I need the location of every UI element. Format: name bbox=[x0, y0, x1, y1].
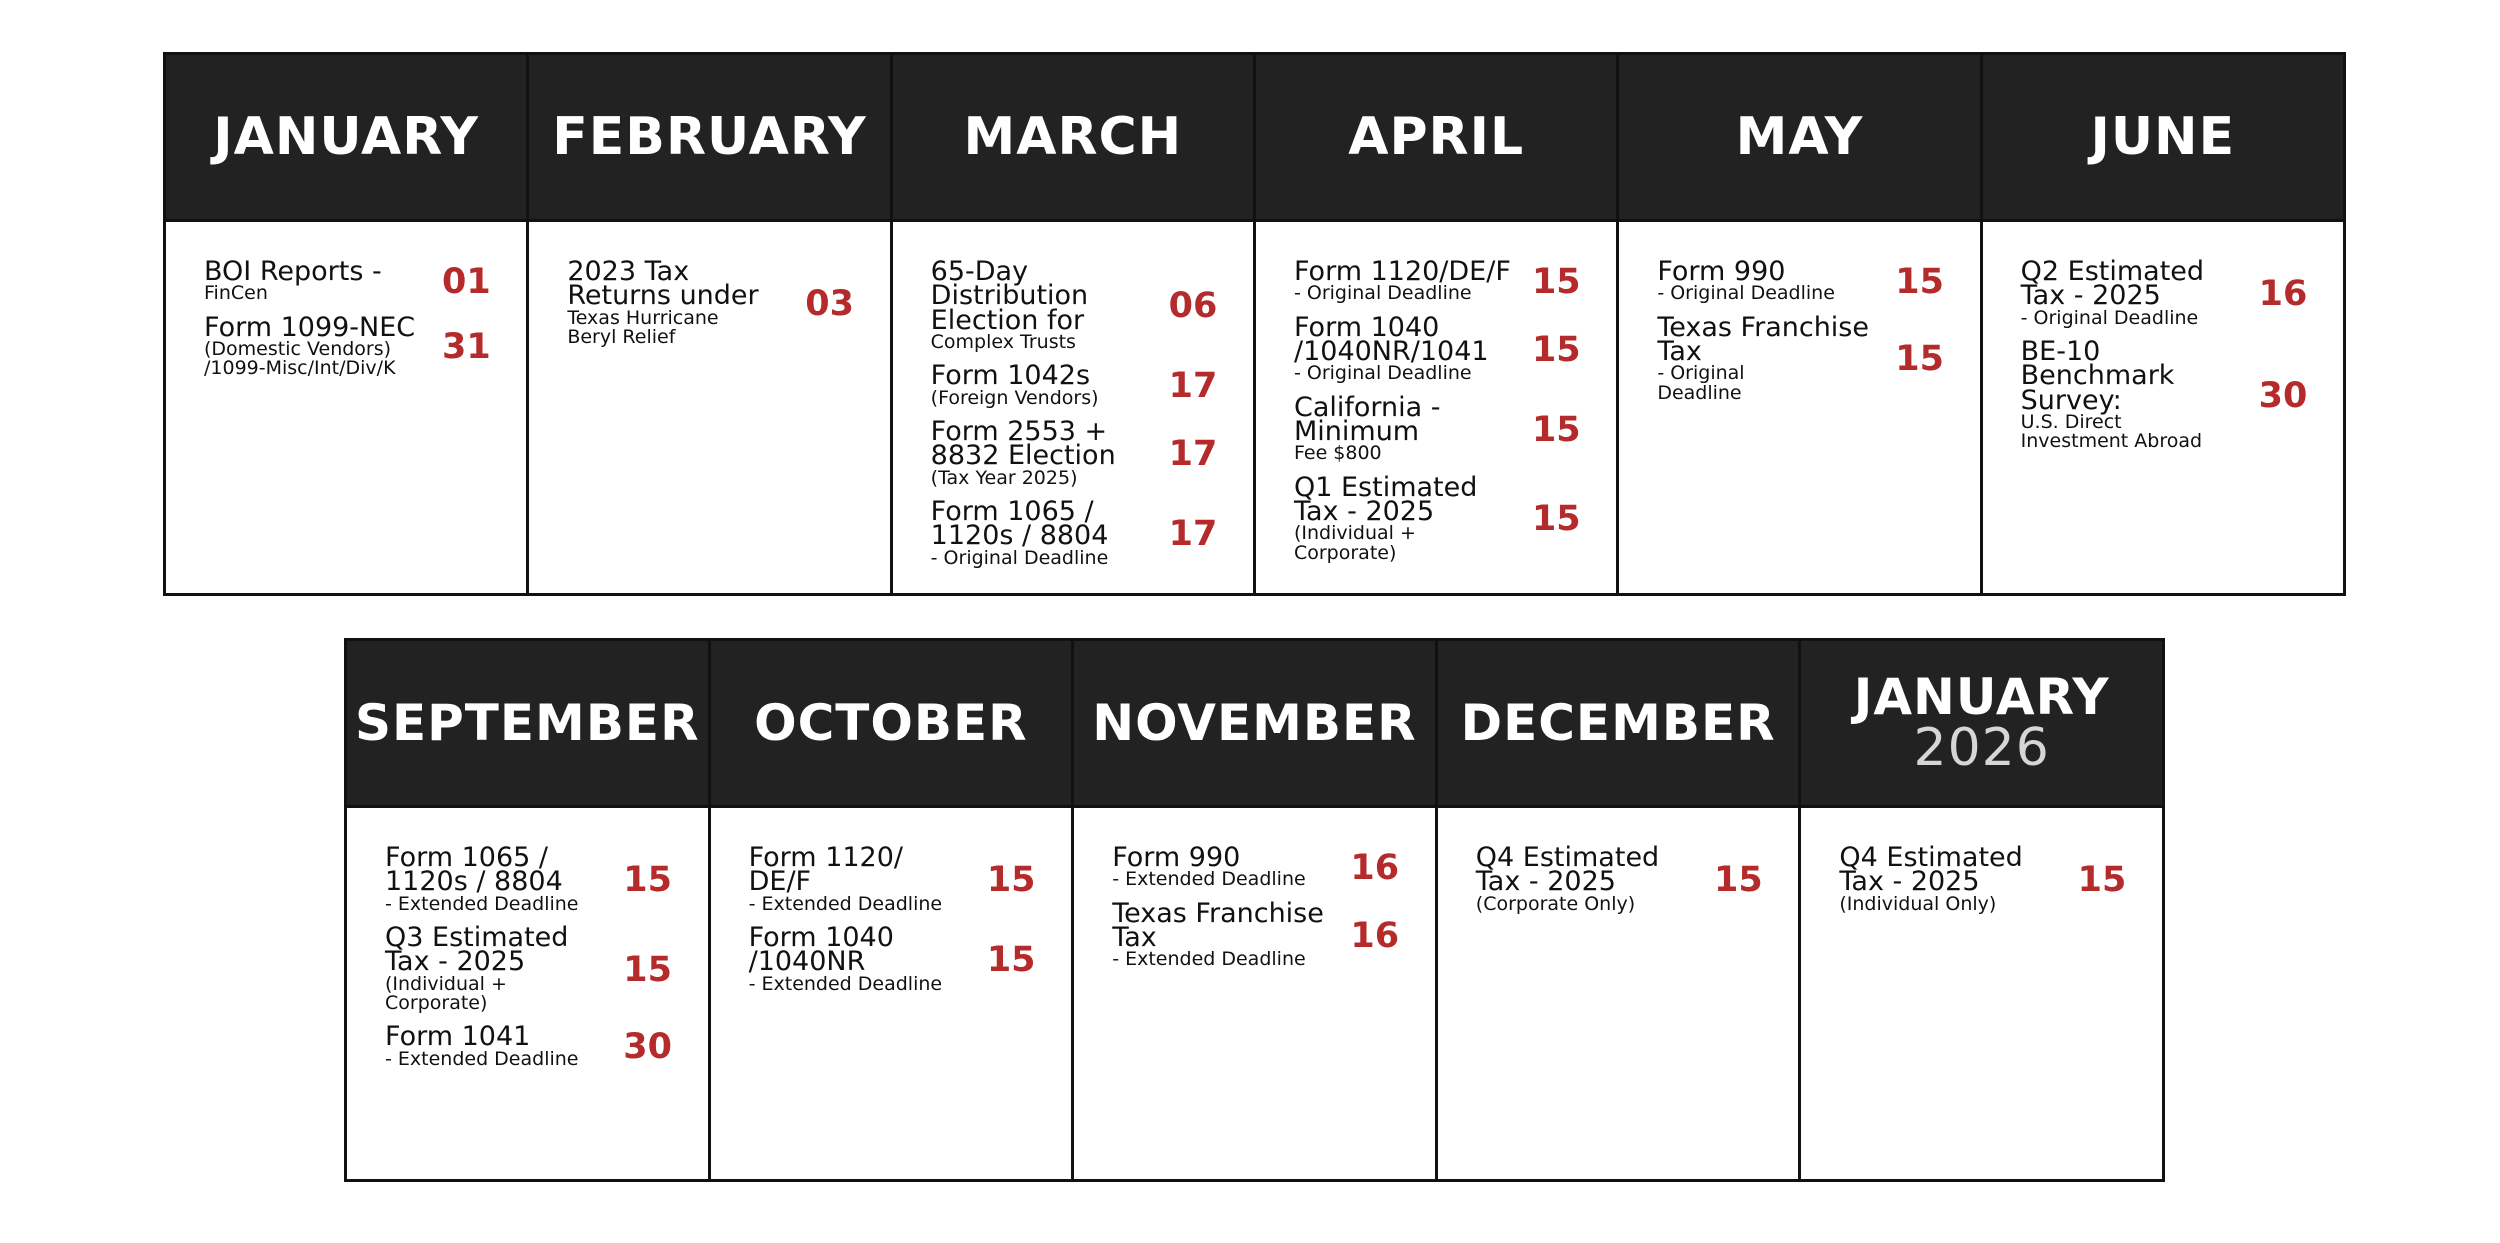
month-column bbox=[1983, 55, 2343, 593]
deadline-list bbox=[166, 222, 526, 593]
deadline-title: Texas Franchise Tax bbox=[1112, 897, 1324, 953]
month-header bbox=[1801, 641, 2162, 808]
deadline-item bbox=[2020, 335, 2309, 453]
deadline-day: 16 bbox=[2258, 273, 2308, 314]
deadline-text bbox=[567, 256, 759, 348]
deadline-subtitle: - Original Deadline bbox=[1657, 282, 1835, 305]
deadline-item bbox=[204, 311, 492, 380]
month-header bbox=[1619, 55, 1979, 222]
deadline-item bbox=[1293, 256, 1582, 305]
deadline-text bbox=[1112, 897, 1324, 971]
deadline-item bbox=[1293, 391, 1582, 465]
month-column bbox=[166, 55, 529, 593]
deadline-item bbox=[2020, 256, 2309, 329]
deadline-item bbox=[1475, 842, 1765, 915]
calendar-row-1 bbox=[163, 52, 2346, 596]
deadline-day: 01 bbox=[441, 261, 491, 302]
deadline-title: 2023 Tax Returns under bbox=[567, 256, 759, 312]
deadline-day: 31 bbox=[441, 327, 491, 368]
deadline-day: 15 bbox=[1531, 409, 1581, 450]
deadline-list bbox=[1983, 222, 2343, 593]
deadline-subtitle: (Tax Year 2025) bbox=[930, 466, 1078, 489]
deadline-item bbox=[1293, 471, 1582, 564]
deadline-text bbox=[385, 842, 579, 915]
deadline-text bbox=[930, 256, 1089, 353]
deadline-list bbox=[1256, 222, 1616, 593]
deadline-list bbox=[529, 222, 889, 593]
deadline-title: Form 990 bbox=[1112, 842, 1241, 873]
deadline-text bbox=[2020, 256, 2205, 329]
deadline-text bbox=[930, 360, 1099, 409]
deadline-title: Form 1041 bbox=[385, 1021, 531, 1053]
month-name: SEPTEMBER bbox=[354, 694, 700, 752]
deadline-text bbox=[1293, 391, 1441, 465]
deadline-title: Q3 Estimated Tax - 2025 bbox=[385, 921, 569, 978]
deadline-list bbox=[347, 808, 708, 1179]
deadline-item bbox=[1112, 897, 1401, 971]
deadline-subtitle: - Original Deadline bbox=[1293, 362, 1472, 385]
month-column bbox=[1256, 55, 1619, 593]
month-column bbox=[1438, 641, 1802, 1179]
deadline-day: 15 bbox=[623, 949, 672, 990]
deadline-item bbox=[1657, 256, 1945, 305]
month-column bbox=[711, 641, 1075, 1179]
deadline-item bbox=[385, 921, 674, 1014]
deadline-list bbox=[1801, 808, 2162, 1179]
deadline-day: 16 bbox=[1350, 847, 1400, 888]
deadline-text bbox=[204, 311, 416, 380]
month-name: JANUARY bbox=[1853, 668, 2110, 726]
deadline-day: 17 bbox=[1168, 513, 1218, 554]
deadline-subtitle: - Extended Deadline bbox=[748, 892, 943, 915]
month-header bbox=[529, 55, 889, 222]
deadline-subtitle: - Extended Deadline bbox=[748, 972, 943, 995]
deadline-day: 15 bbox=[1531, 499, 1581, 540]
month-header bbox=[1256, 55, 1616, 222]
deadline-text bbox=[385, 921, 569, 1014]
deadline-list bbox=[893, 222, 1253, 593]
deadline-text bbox=[1293, 311, 1489, 385]
month-name: FEBRUARY bbox=[552, 107, 867, 167]
deadline-day: 15 bbox=[1714, 859, 1763, 900]
deadline-title: Form 1120/DE/F bbox=[1293, 256, 1511, 287]
deadline-subtitle: (Foreign Vendors) bbox=[930, 386, 1099, 409]
month-name: MARCH bbox=[963, 107, 1183, 167]
month-column bbox=[1619, 55, 1982, 593]
deadline-text bbox=[1657, 311, 1869, 404]
deadline-item bbox=[1657, 311, 1945, 404]
deadline-item bbox=[204, 256, 492, 305]
deadline-title: 65-Day Distribution Election for bbox=[930, 256, 1089, 336]
deadline-text bbox=[1475, 842, 1660, 915]
deadline-subtitle: - Original Deadline bbox=[1657, 362, 1745, 404]
month-header bbox=[166, 55, 526, 222]
deadline-item bbox=[1293, 311, 1582, 385]
deadline-item bbox=[385, 842, 674, 915]
deadline-subtitle: (Corporate Only) bbox=[1475, 892, 1636, 915]
deadline-list bbox=[1074, 808, 1435, 1179]
deadline-title: Q2 Estimated Tax - 2025 bbox=[2020, 256, 2205, 312]
month-name: MAY bbox=[1735, 107, 1864, 167]
deadline-text bbox=[1112, 842, 1306, 891]
deadline-subtitle: - Extended Deadline bbox=[385, 1047, 579, 1070]
month-header bbox=[711, 641, 1072, 808]
deadline-day: 16 bbox=[1350, 915, 1400, 956]
month-name: NOVEMBER bbox=[1092, 694, 1417, 752]
deadline-title: BOI Reports - bbox=[204, 256, 382, 287]
deadline-subtitle: (Individual Only) bbox=[1839, 892, 1997, 915]
deadline-item bbox=[748, 921, 1038, 995]
deadline-title: Texas Franchise Tax bbox=[1657, 311, 1869, 367]
month-header bbox=[893, 55, 1253, 222]
deadline-day: 15 bbox=[1895, 339, 1944, 380]
deadline-item bbox=[1839, 842, 2128, 915]
deadline-title: Q4 Estimated Tax - 2025 bbox=[1475, 842, 1660, 898]
calendar-row-2 bbox=[344, 638, 2165, 1182]
deadline-subtitle: - Original Deadline bbox=[2020, 306, 2199, 329]
month-name: APRIL bbox=[1348, 107, 1525, 167]
month-name: JANUARY bbox=[213, 107, 480, 167]
deadline-day: 30 bbox=[623, 1027, 672, 1068]
deadline-text bbox=[930, 495, 1109, 569]
deadline-text bbox=[1839, 842, 2023, 915]
deadline-day: 15 bbox=[1531, 261, 1581, 302]
deadline-subtitle: - Extended Deadline bbox=[1112, 948, 1306, 971]
deadline-text bbox=[748, 921, 943, 995]
deadline-subtitle: - Original Deadline bbox=[1293, 282, 1472, 305]
deadline-text bbox=[1293, 256, 1511, 305]
month-column bbox=[1801, 641, 2162, 1179]
deadline-day: 30 bbox=[2258, 375, 2308, 416]
deadline-day: 17 bbox=[1168, 366, 1218, 407]
deadline-item bbox=[1112, 842, 1401, 891]
deadline-text bbox=[385, 1021, 579, 1070]
deadline-subtitle: (Individual + Corporate) bbox=[385, 972, 507, 1014]
deadline-text bbox=[1657, 256, 1835, 305]
deadline-subtitle: FinCen bbox=[204, 282, 268, 305]
deadline-text bbox=[748, 842, 943, 915]
deadline-title: Form 1040 /1040NR bbox=[748, 921, 894, 978]
deadline-item bbox=[930, 495, 1219, 569]
month-name: DECEMBER bbox=[1460, 694, 1776, 752]
deadline-list bbox=[1438, 808, 1799, 1179]
deadline-title: BE-10 Benchmark Survey: bbox=[2020, 335, 2175, 416]
deadline-list bbox=[711, 808, 1072, 1179]
deadline-subtitle: (Individual + Corporate) bbox=[1293, 522, 1416, 564]
deadline-day: 15 bbox=[986, 859, 1036, 900]
month-column bbox=[1074, 641, 1438, 1179]
deadline-subtitle: Texas Hurricane Beryl Relief bbox=[567, 306, 719, 348]
deadline-title: Form 1120/ DE/F bbox=[748, 842, 903, 898]
deadline-title: Q1 Estimated Tax - 2025 bbox=[1293, 471, 1478, 527]
deadline-title: Form 2553 + 8832 Election bbox=[930, 415, 1116, 472]
deadline-day: 15 bbox=[2077, 859, 2127, 900]
deadline-day: 03 bbox=[805, 283, 855, 324]
deadline-title: Form 1065 / 1120s / 8804 bbox=[930, 495, 1109, 552]
deadline-title: California - Minimum bbox=[1293, 391, 1441, 447]
deadline-text bbox=[2020, 335, 2203, 453]
deadline-title: Form 1065 / 1120s / 8804 bbox=[385, 842, 563, 898]
month-header bbox=[347, 641, 708, 808]
month-column bbox=[347, 641, 711, 1179]
deadline-title: Form 1040 /1040NR/1041 bbox=[1293, 311, 1489, 367]
deadline-subtitle: (Domestic Vendors) /1099-Misc/Int/Div/K bbox=[204, 337, 396, 380]
deadline-subtitle: Complex Trusts bbox=[930, 330, 1076, 353]
deadline-title: Q4 Estimated Tax - 2025 bbox=[1839, 842, 2023, 898]
deadline-subtitle: Fee $800 bbox=[1293, 442, 1382, 465]
deadline-subtitle: - Extended Deadline bbox=[1112, 868, 1306, 891]
deadline-list bbox=[1619, 222, 1979, 593]
deadline-title: Form 1042s bbox=[930, 360, 1091, 392]
deadline-day: 15 bbox=[1531, 329, 1581, 370]
month-column bbox=[529, 55, 892, 593]
month-year: 2026 bbox=[1913, 718, 2050, 778]
deadline-subtitle: - Original Deadline bbox=[930, 546, 1109, 569]
deadline-day: 15 bbox=[1895, 261, 1944, 302]
month-column bbox=[893, 55, 1256, 593]
month-header bbox=[1983, 55, 2343, 222]
deadline-day: 06 bbox=[1168, 286, 1218, 327]
deadline-item bbox=[567, 256, 855, 348]
deadline-subtitle: - Extended Deadline bbox=[385, 892, 579, 915]
month-name: OCTOBER bbox=[754, 694, 1028, 752]
deadline-day: 17 bbox=[1168, 433, 1218, 474]
deadline-item bbox=[748, 842, 1038, 915]
deadline-day: 15 bbox=[623, 859, 672, 900]
deadline-title: Form 990 bbox=[1657, 256, 1786, 287]
deadline-day: 15 bbox=[986, 939, 1036, 980]
month-header bbox=[1074, 641, 1435, 808]
month-name: JUNE bbox=[2090, 107, 2236, 167]
deadline-item bbox=[930, 256, 1219, 353]
deadline-item bbox=[930, 360, 1219, 409]
deadline-title: Form 1099-NEC bbox=[204, 311, 416, 343]
deadline-subtitle: U.S. Direct Investment Abroad bbox=[2020, 410, 2203, 453]
deadline-text bbox=[204, 256, 382, 305]
deadline-item bbox=[385, 1021, 674, 1070]
deadline-text bbox=[1293, 471, 1478, 564]
deadline-item bbox=[930, 415, 1219, 489]
month-header bbox=[1438, 641, 1799, 808]
deadline-text bbox=[930, 415, 1116, 489]
